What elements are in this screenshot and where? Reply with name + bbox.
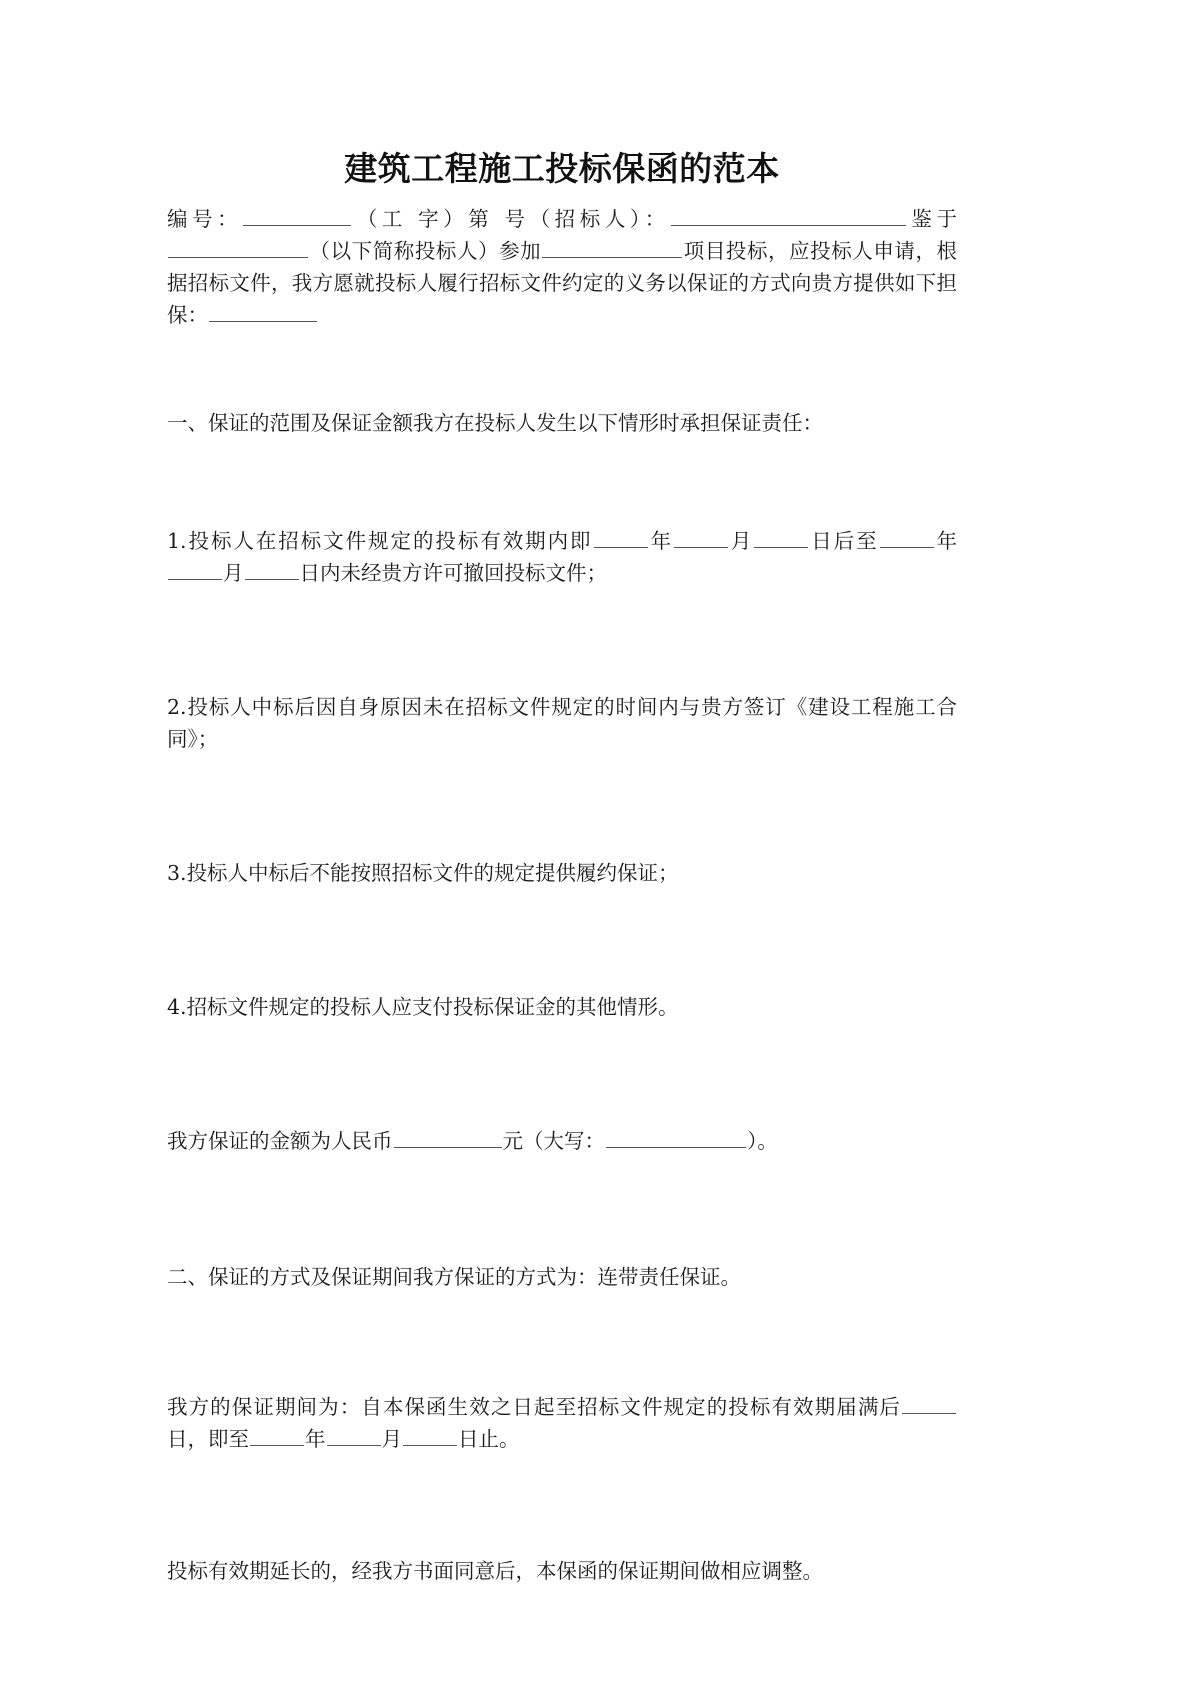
- item-1-text-2: 年: [648, 529, 673, 554]
- item-4-text: 招标文件规定的投标人应支付投标保证金的其他情形。: [186, 995, 679, 1020]
- blank-period-days[interactable]: [902, 1394, 956, 1414]
- spacer: [167, 1541, 957, 1555]
- spacer: [167, 1243, 957, 1261]
- amount-text-3: ）。: [747, 1129, 778, 1154]
- spacer: [167, 1293, 957, 1379]
- amount-text-1: 我方保证的金额为人民币: [167, 1129, 393, 1154]
- blank-item1-day-start[interactable]: [754, 528, 808, 548]
- blank-amount-words[interactable]: [606, 1128, 746, 1148]
- guarantee-period-paragraph: [167, 1391, 957, 1455]
- spacer: [167, 889, 957, 975]
- intro-text-1: 编号：: [167, 207, 243, 232]
- item-3-number: 3.: [167, 861, 187, 886]
- blank-guarantee-type[interactable]: [209, 302, 317, 322]
- spacer: [167, 755, 957, 841]
- intro-paragraph: [167, 203, 957, 331]
- blank-period-year[interactable]: [250, 1426, 304, 1446]
- spacer: [167, 439, 957, 525]
- blank-tenderee-name[interactable]: [671, 206, 906, 226]
- spacer: [167, 1109, 957, 1125]
- blank-item1-day-end[interactable]: [245, 560, 299, 580]
- item-3-text: 投标人中标后不能按照招标文件的规定提供履约保证；: [186, 861, 679, 886]
- item-1-text-1: 投标人在招标文件规定的投标有效期内即: [186, 529, 593, 554]
- item-4-number: 4.: [167, 995, 187, 1020]
- period-text-5: 日止。: [458, 1427, 520, 1452]
- item-1-text-6: 月: [223, 561, 244, 586]
- blank-serial-number[interactable]: [243, 206, 351, 226]
- blank-period-month[interactable]: [327, 1426, 381, 1446]
- section-one-heading: 一、保证的范围及保证金额我方在投标人发生以下情形时承担保证责任：: [167, 411, 823, 436]
- section-two-heading: 二、保证的方式及保证期间我方保证的方式为：连带责任保证。: [167, 1265, 741, 1290]
- spacer: [167, 1023, 957, 1109]
- list-item-2: [167, 691, 957, 755]
- list-item-4: [167, 991, 957, 1023]
- guarantee-amount-line: [167, 1125, 957, 1157]
- item-1-text-4: 日后至: [809, 529, 879, 554]
- blank-item1-month-start[interactable]: [674, 528, 728, 548]
- blank-amount-figures[interactable]: [394, 1128, 502, 1148]
- amount-text-2: 元（大写：: [502, 1129, 605, 1154]
- spacer: [167, 589, 957, 675]
- period-text-4: 月: [381, 1427, 402, 1452]
- period-text-1: 我方的保证期间为：自本保函生效之日起至招标文件规定的投标有效期届满后: [167, 1395, 901, 1420]
- blank-period-day[interactable]: [403, 1426, 457, 1446]
- spacer: [167, 841, 957, 857]
- blank-item1-year-end[interactable]: [880, 528, 934, 548]
- spacer: [167, 675, 957, 691]
- intro-text-5: 项目投标，应投标人申请，根据招标文件，我方愿就投标人履行招标文件约定的义务以保证的方式向贵方提供如下担保：: [167, 239, 958, 328]
- spacer: [167, 1455, 957, 1541]
- spacer: [167, 331, 957, 407]
- list-item-1: [167, 525, 957, 589]
- extension-paragraph: 投标有效期延长的，经我方书面同意后，本保函的保证期间做相应调整。: [167, 1559, 823, 1584]
- item-2-text: 投标人中标后因自身原因未在招标文件规定的时间内与贵方签订《建设工程施工合同》；: [167, 695, 957, 752]
- spacer: [167, 1157, 957, 1243]
- blank-item1-month-end[interactable]: [168, 560, 222, 580]
- intro-text-2: （工 字）第 号（招标人）：: [352, 207, 670, 232]
- item-1-text-3: 月: [728, 529, 754, 554]
- intro-text-3: 鉴于: [906, 207, 957, 232]
- page-title: 建筑工程施工投标保函的范本: [344, 149, 780, 188]
- period-text-2: 日，即至: [167, 1427, 249, 1452]
- document-body: [167, 0, 957, 1587]
- item-1-number: 1.: [167, 529, 187, 554]
- item-2-number: 2.: [167, 695, 187, 720]
- spacer: [167, 1379, 957, 1391]
- blank-item1-year-start[interactable]: [594, 528, 648, 548]
- blank-whereas[interactable]: [168, 238, 308, 258]
- period-text-3: 年: [305, 1427, 326, 1452]
- item-1-text-7: 日内未经贵方许可撤回投标文件；: [299, 561, 607, 586]
- blank-project-name[interactable]: [542, 238, 682, 258]
- item-1-text-5: 年: [934, 529, 958, 554]
- spacer: [167, 975, 957, 991]
- list-item-3: [167, 857, 957, 889]
- intro-text-4: （以下简称投标人）参加: [309, 239, 542, 264]
